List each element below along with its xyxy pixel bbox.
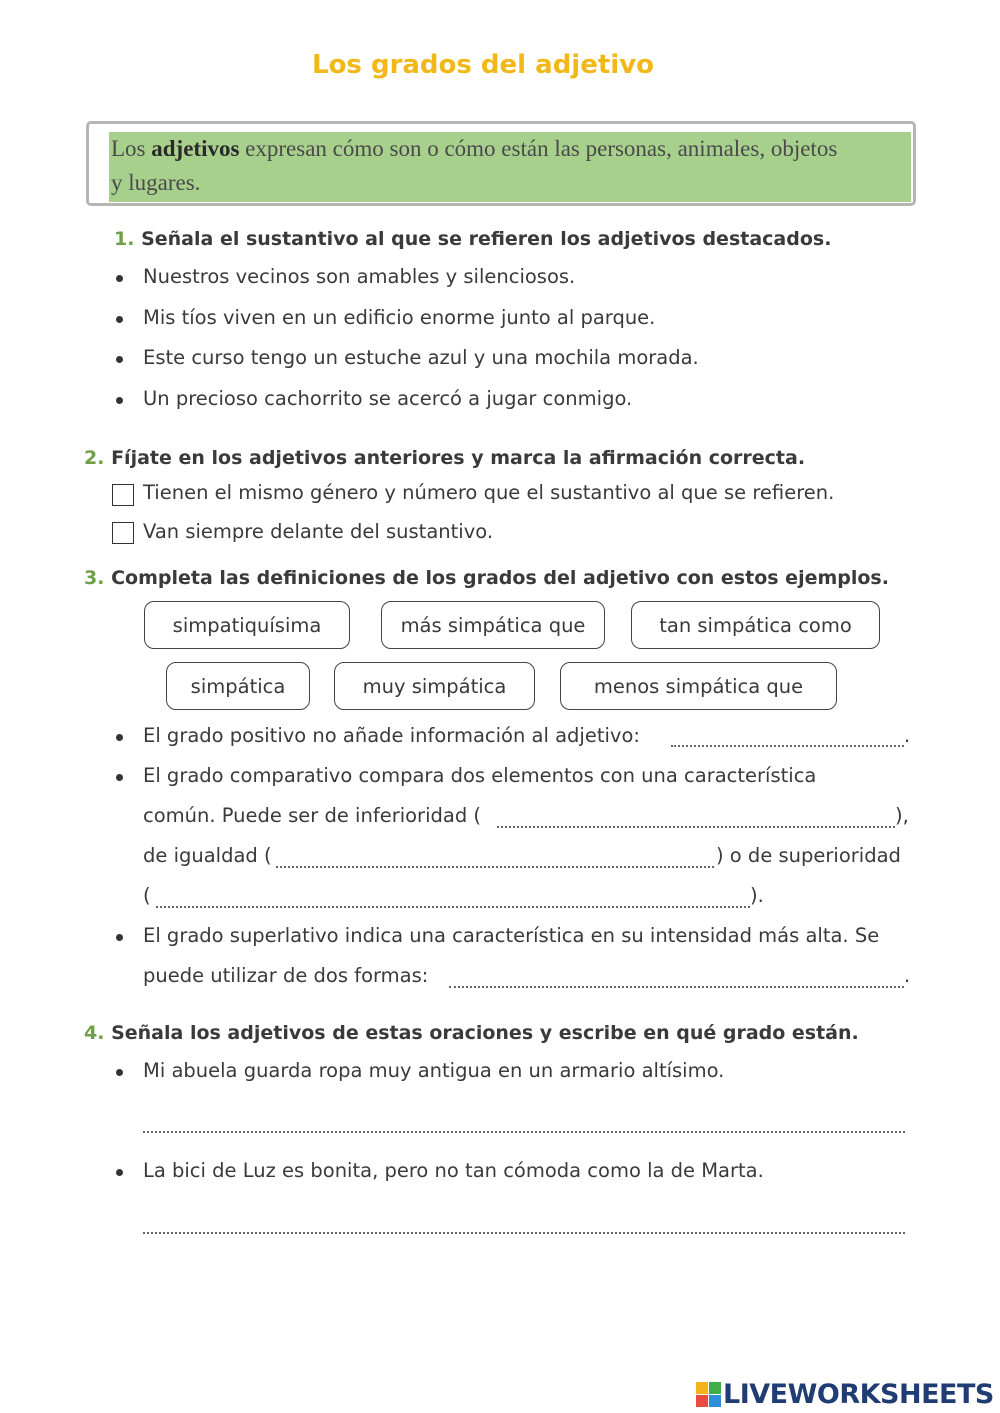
answer-blank[interactable] bbox=[276, 866, 714, 868]
question-number: 3. bbox=[84, 567, 105, 589]
question-2-heading bbox=[84, 447, 805, 469]
intro-bold-word: adjetivos bbox=[151, 136, 240, 161]
option-checkbox[interactable] bbox=[112, 484, 134, 506]
answer-blank[interactable] bbox=[156, 906, 750, 908]
example-chip[interactable]: simpática bbox=[166, 662, 310, 710]
liveworksheets-logo bbox=[696, 1376, 994, 1412]
answer-blank[interactable] bbox=[671, 745, 904, 747]
question-1-heading bbox=[114, 228, 831, 250]
list-item: Mi abuela guarda ropa muy antigua en un armario altísimo. bbox=[143, 1059, 725, 1082]
example-chip[interactable]: muy simpática bbox=[334, 662, 535, 710]
example-chip[interactable]: más simpática que bbox=[381, 601, 605, 649]
question-text: Completa las definiciones de los grados del adjetivo con estos ejemplos. bbox=[111, 567, 889, 589]
example-chip[interactable]: tan simpática como bbox=[631, 601, 880, 649]
question-number: 1. bbox=[114, 228, 135, 250]
intro-rest: expresan cómo son o cómo están las personas, animales, objetos bbox=[245, 136, 838, 161]
answer-blank[interactable] bbox=[449, 986, 904, 988]
question-text: Señala los adjetivos de estas oraciones y escribe en qué grado están. bbox=[111, 1022, 859, 1044]
intro-line2: y lugares. bbox=[111, 170, 201, 195]
example-chip[interactable]: menos simpática que bbox=[560, 662, 837, 710]
list-item: Nuestros vecinos son amables y silenciosos. bbox=[143, 265, 576, 288]
punctuation: ). bbox=[750, 884, 764, 907]
option-label: Van siempre delante del sustantivo. bbox=[143, 520, 494, 543]
answer-blank[interactable] bbox=[497, 826, 895, 828]
question-number: 4. bbox=[84, 1022, 105, 1044]
definition-text: puede utilizar de dos formas: bbox=[143, 964, 429, 987]
definition-text: El grado superlativo indica una característica en su intensidad más alta. Se bbox=[143, 924, 880, 947]
page-title: Los grados del adjetivo bbox=[312, 50, 654, 80]
punctuation: ), bbox=[895, 804, 909, 827]
list-item: Mis tíos viven en un edificio enorme junto al parque. bbox=[143, 306, 656, 329]
bullet-dot bbox=[116, 1169, 123, 1176]
intro-box bbox=[86, 121, 916, 206]
answer-blank[interactable] bbox=[143, 1232, 905, 1234]
question-3-heading bbox=[84, 567, 889, 589]
definition-text: común. Puede ser de inferioridad ( bbox=[143, 804, 482, 827]
definition-text: de igualdad ( bbox=[143, 844, 272, 867]
list-item: Este curso tengo un estuche azul y una mochila morada. bbox=[143, 346, 699, 369]
bullet-dot bbox=[116, 774, 123, 781]
bullet-dot bbox=[116, 1069, 123, 1076]
example-chip[interactable]: simpatiquísima bbox=[144, 601, 350, 649]
option-label: Tienen el mismo género y número que el sustantivo al que se refieren. bbox=[143, 481, 835, 504]
punctuation: . bbox=[904, 964, 911, 987]
bullet-dot bbox=[116, 275, 123, 282]
question-number: 2. bbox=[84, 447, 105, 469]
answer-blank[interactable] bbox=[143, 1131, 905, 1133]
punctuation: ( bbox=[143, 884, 151, 907]
bullet-dot bbox=[116, 356, 123, 363]
bullet-dot bbox=[116, 316, 123, 323]
question-text: Señala el sustantivo al que se refieren los adjetivos destacados. bbox=[141, 228, 832, 250]
list-item: La bici de Luz es bonita, pero no tan cómoda como la de Marta. bbox=[143, 1159, 764, 1182]
intro-text bbox=[111, 132, 911, 200]
option-checkbox[interactable] bbox=[112, 522, 134, 544]
definition-text: El grado positivo no añade información al adjetivo: bbox=[143, 724, 640, 747]
question-text: Fíjate en los adjetivos anteriores y marca la afirmación correcta. bbox=[111, 447, 806, 469]
bullet-dot bbox=[116, 734, 123, 741]
bullet-dot bbox=[116, 397, 123, 404]
definition-text: ) o de superioridad bbox=[716, 844, 901, 867]
logo-text: LIVEWORKSHEETS bbox=[723, 1378, 994, 1410]
punctuation: . bbox=[904, 724, 911, 747]
question-4-heading bbox=[84, 1022, 859, 1044]
intro-word: Los bbox=[111, 136, 146, 161]
definition-text: El grado comparativo compara dos elementos con una característica bbox=[143, 764, 817, 787]
list-item: Un precioso cachorrito se acercó a jugar conmigo. bbox=[143, 387, 633, 410]
logo-icon bbox=[696, 1382, 721, 1407]
bullet-dot bbox=[116, 934, 123, 941]
